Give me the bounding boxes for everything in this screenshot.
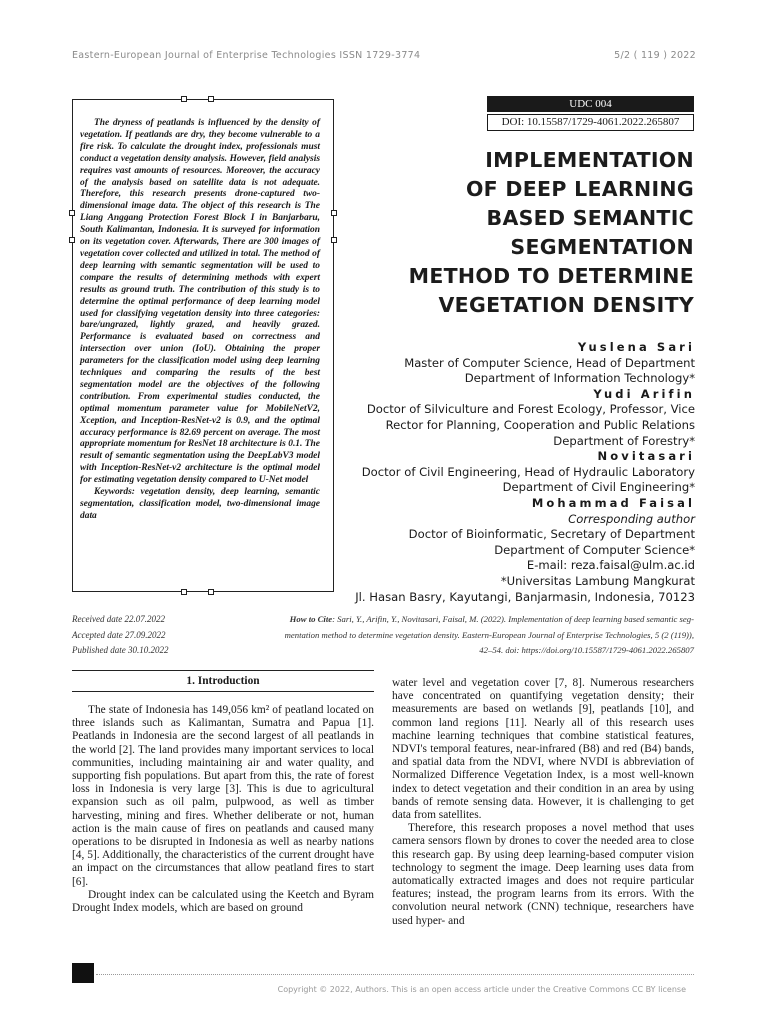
- corner-square: [331, 237, 337, 243]
- abstract-text: The dryness of peatlands is influenced by the density of vegetation. If peatlands are dry, they become vulnerable to a fire risk. To calculate the drought index, professionals must conduct a vegetation density analysis. However, field analysis requires vast amounts of resources. Moreover, the accuracy of the analysis based on satellite data is not adequate. Therefore, this research presents drone-captured two-dimensional image data. The object of this research is The Liang Anggang Protection Forest Block I in Banjarbaru, South Kalimantan, Indonesia. It is surveyed for information on its vegetation cover. Afterwards, There are 300 images of vegetation cover collected and utilized in total. The method of deep learning with semantic segmentation will be used to compare the results of determining methods with expert results as ground truth. The contribution of this study is to determine the optimal performance of deep learning model used for classifying vegetation density into three categories: bare/ungrazed, lightly grazed, and heavily grazed. Performance is evaluated based on correctness and intersection over union (IoU). Obtaining the proper parameters for the classification model using deep learning techniques and comparing the results of the best segmentation model are the objectives of the following contribution. From experimental studies conducted, the optimal momentum parameter value for MobileNetV2, Xception, and Inception-ResNet-v2 is 0.9, and the optimal accuracy performance is 82.69 percent on average. The most appropriate momentum for ResNet 18 architecture is 0.1. The result of semantic segmentation using the DeepLabV3 model with Inception-ResNet-v2 architecture is the optimal model for estimating vegetation density compared to U-Net model: [80, 118, 320, 486]
- title-line: SEGMENTATION: [510, 235, 694, 259]
- title-line: IMPLEMENTATION: [485, 148, 694, 172]
- footer-divider: [96, 974, 694, 975]
- address: Jl. Hasan Basry, Kayutangi, Banjarmasin, Indonesia, 70123: [355, 589, 695, 604]
- abstract: [80, 118, 320, 523]
- author-name: Yudi Arifin: [593, 386, 695, 401]
- author-affiliation: Rector for Planning, Cooperation and Public Relations: [385, 417, 695, 432]
- published-date: Published date 30.10.2022: [72, 645, 169, 655]
- corner-square: [331, 210, 337, 216]
- left-column: [72, 670, 374, 915]
- corner-square: [181, 96, 187, 102]
- university: *Universitas Lambung Mangkurat: [500, 573, 695, 588]
- author-name: Novitasari: [597, 449, 695, 464]
- citation: [250, 612, 694, 659]
- author-affiliation: Doctor of Bioinformatic, Secretary of Department: [408, 527, 695, 542]
- author-email: E-mail: reza.faisal@ulm.ac.id: [526, 558, 695, 573]
- author-name: Mohammad Faisal: [531, 495, 695, 510]
- author-affiliation: Master of Computer Science, Head of Department: [404, 355, 695, 370]
- cite-text: : Sari, Y., Arifin, Y., Novitasari, Faisal, M. (2022). Implementation of deep learning based semantic seg-: [332, 614, 694, 624]
- right-column: [392, 677, 694, 928]
- cite-text: mentation method to determine vegetation density. Eastern-European Journal of Enterprise Technologies, 5 (2 (119)),: [284, 629, 694, 640]
- corner-square: [208, 589, 214, 595]
- article-title: [360, 146, 694, 320]
- title-line: VEGETATION DENSITY: [438, 293, 694, 317]
- author-affiliation: Department of Computer Science*: [494, 542, 695, 557]
- corner-square: [208, 96, 214, 102]
- copyright: Copyright © 2022, Authors. This is an open access article under the Creative Commons CC BY license: [277, 985, 686, 994]
- paragraph: Drought index can be calculated using the Keetch and Byram Drought Index models, which are based on ground: [72, 888, 374, 915]
- author-affiliation: Department of Civil Engineering*: [502, 480, 695, 495]
- corner-square: [69, 210, 75, 216]
- author-affiliation: Doctor of Civil Engineering, Head of Hydraulic Laboratory: [361, 464, 695, 479]
- article-dates: [72, 612, 169, 659]
- corresponding-author: Corresponding author: [568, 511, 695, 526]
- paragraph: The state of Indonesia has 149,056 km² of peatland located on three islands such as Kalimantan, Sumatra and Papua [1]. Peatlands in Indonesia are the second largest of all peatlands in the world [2]. The land provides many important services to local communities, including maintaining air and water quality, and supporting fish populations. But apart from this, the rate of forest loss in Indonesia is very large [3]. This is due to agricultural expansion such as oil palm, pulpwood, as well as timber harvesting, mining and fires. Whether deliberate or not, human action is the main cause of fires on peatlands and caused many operations to be disrupted in Indonesia as well as nearby nations [4, 5]. Additionally, the characteristics of the current drought have an impact on the circumstances that allow peatland fires to start [6].: [72, 704, 374, 888]
- journal-header: Eastern-European Journal of Enterprise Technologies ISSN 1729-3774: [72, 50, 421, 61]
- issue-number: 5/2 ( 119 ) 2022: [614, 50, 696, 61]
- doi-label: DOI: 10.15587/1729-4061.2022.265807: [487, 114, 694, 131]
- author-list: [335, 340, 695, 605]
- cite-label: How to Cite: [289, 614, 333, 624]
- received-date: Received date 22.07.2022: [72, 614, 165, 624]
- author-name: Yuslena Sari: [577, 340, 695, 354]
- udc-label: UDC 004: [487, 96, 694, 112]
- paragraph: water level and vegetation cover [7, 8]. Numerous researchers have concentrated on quantifying vegetation density; their measurements are based on wetlands [9], peatlands [10], and common land regions [11]. Nearly all of this research uses machine learning techniques that combine statistical features, NDVI's temporal features, near-infrared (B8) and red (B4) bands, and spatial data from the NDVI, where NVDI is abbreviation of Normalized Difference Vegetation Index, is a most well-known index to detect vegetation and their condition in an area by using bands of remote sensing data. However, it is challenging to get data from satellites.: [392, 677, 694, 822]
- corner-square: [181, 589, 187, 595]
- title-line: OF DEEP LEARNING: [465, 177, 694, 201]
- keywords: Keywords: vegetation density, deep learning, semantic segmentation, classification model, two-dimensional image data: [80, 487, 320, 521]
- title-line: METHOD TO DETERMINE: [408, 264, 694, 288]
- page-marker: [72, 963, 94, 983]
- author-affiliation: Department of Forestry*: [553, 433, 695, 448]
- accepted-date: Accepted date 27.09.2022: [72, 629, 166, 640]
- author-affiliation: Department of Information Technology*: [464, 371, 695, 386]
- cite-text: 42–54. doi: https://doi.org/10.15587/1729-4061.2022.265807: [479, 645, 694, 655]
- corner-square: [69, 237, 75, 243]
- section-heading: 1. Introduction: [72, 670, 374, 692]
- title-line: BASED SEMANTIC: [486, 206, 694, 230]
- paragraph: Therefore, this research proposes a novel method that uses camera sensors flown by drones to cover the needed area to close this research gap. By using deep learning-based computer vision technology to segment the image. Deep learning uses data from automatically extracted images and does not require particular features; instead, the program learns from its errors. With the convolution neural network (CNN) technique, researchers have used hyper- and: [392, 822, 694, 927]
- author-affiliation: Doctor of Silviculture and Forest Ecology, Professor, Vice: [366, 402, 695, 417]
